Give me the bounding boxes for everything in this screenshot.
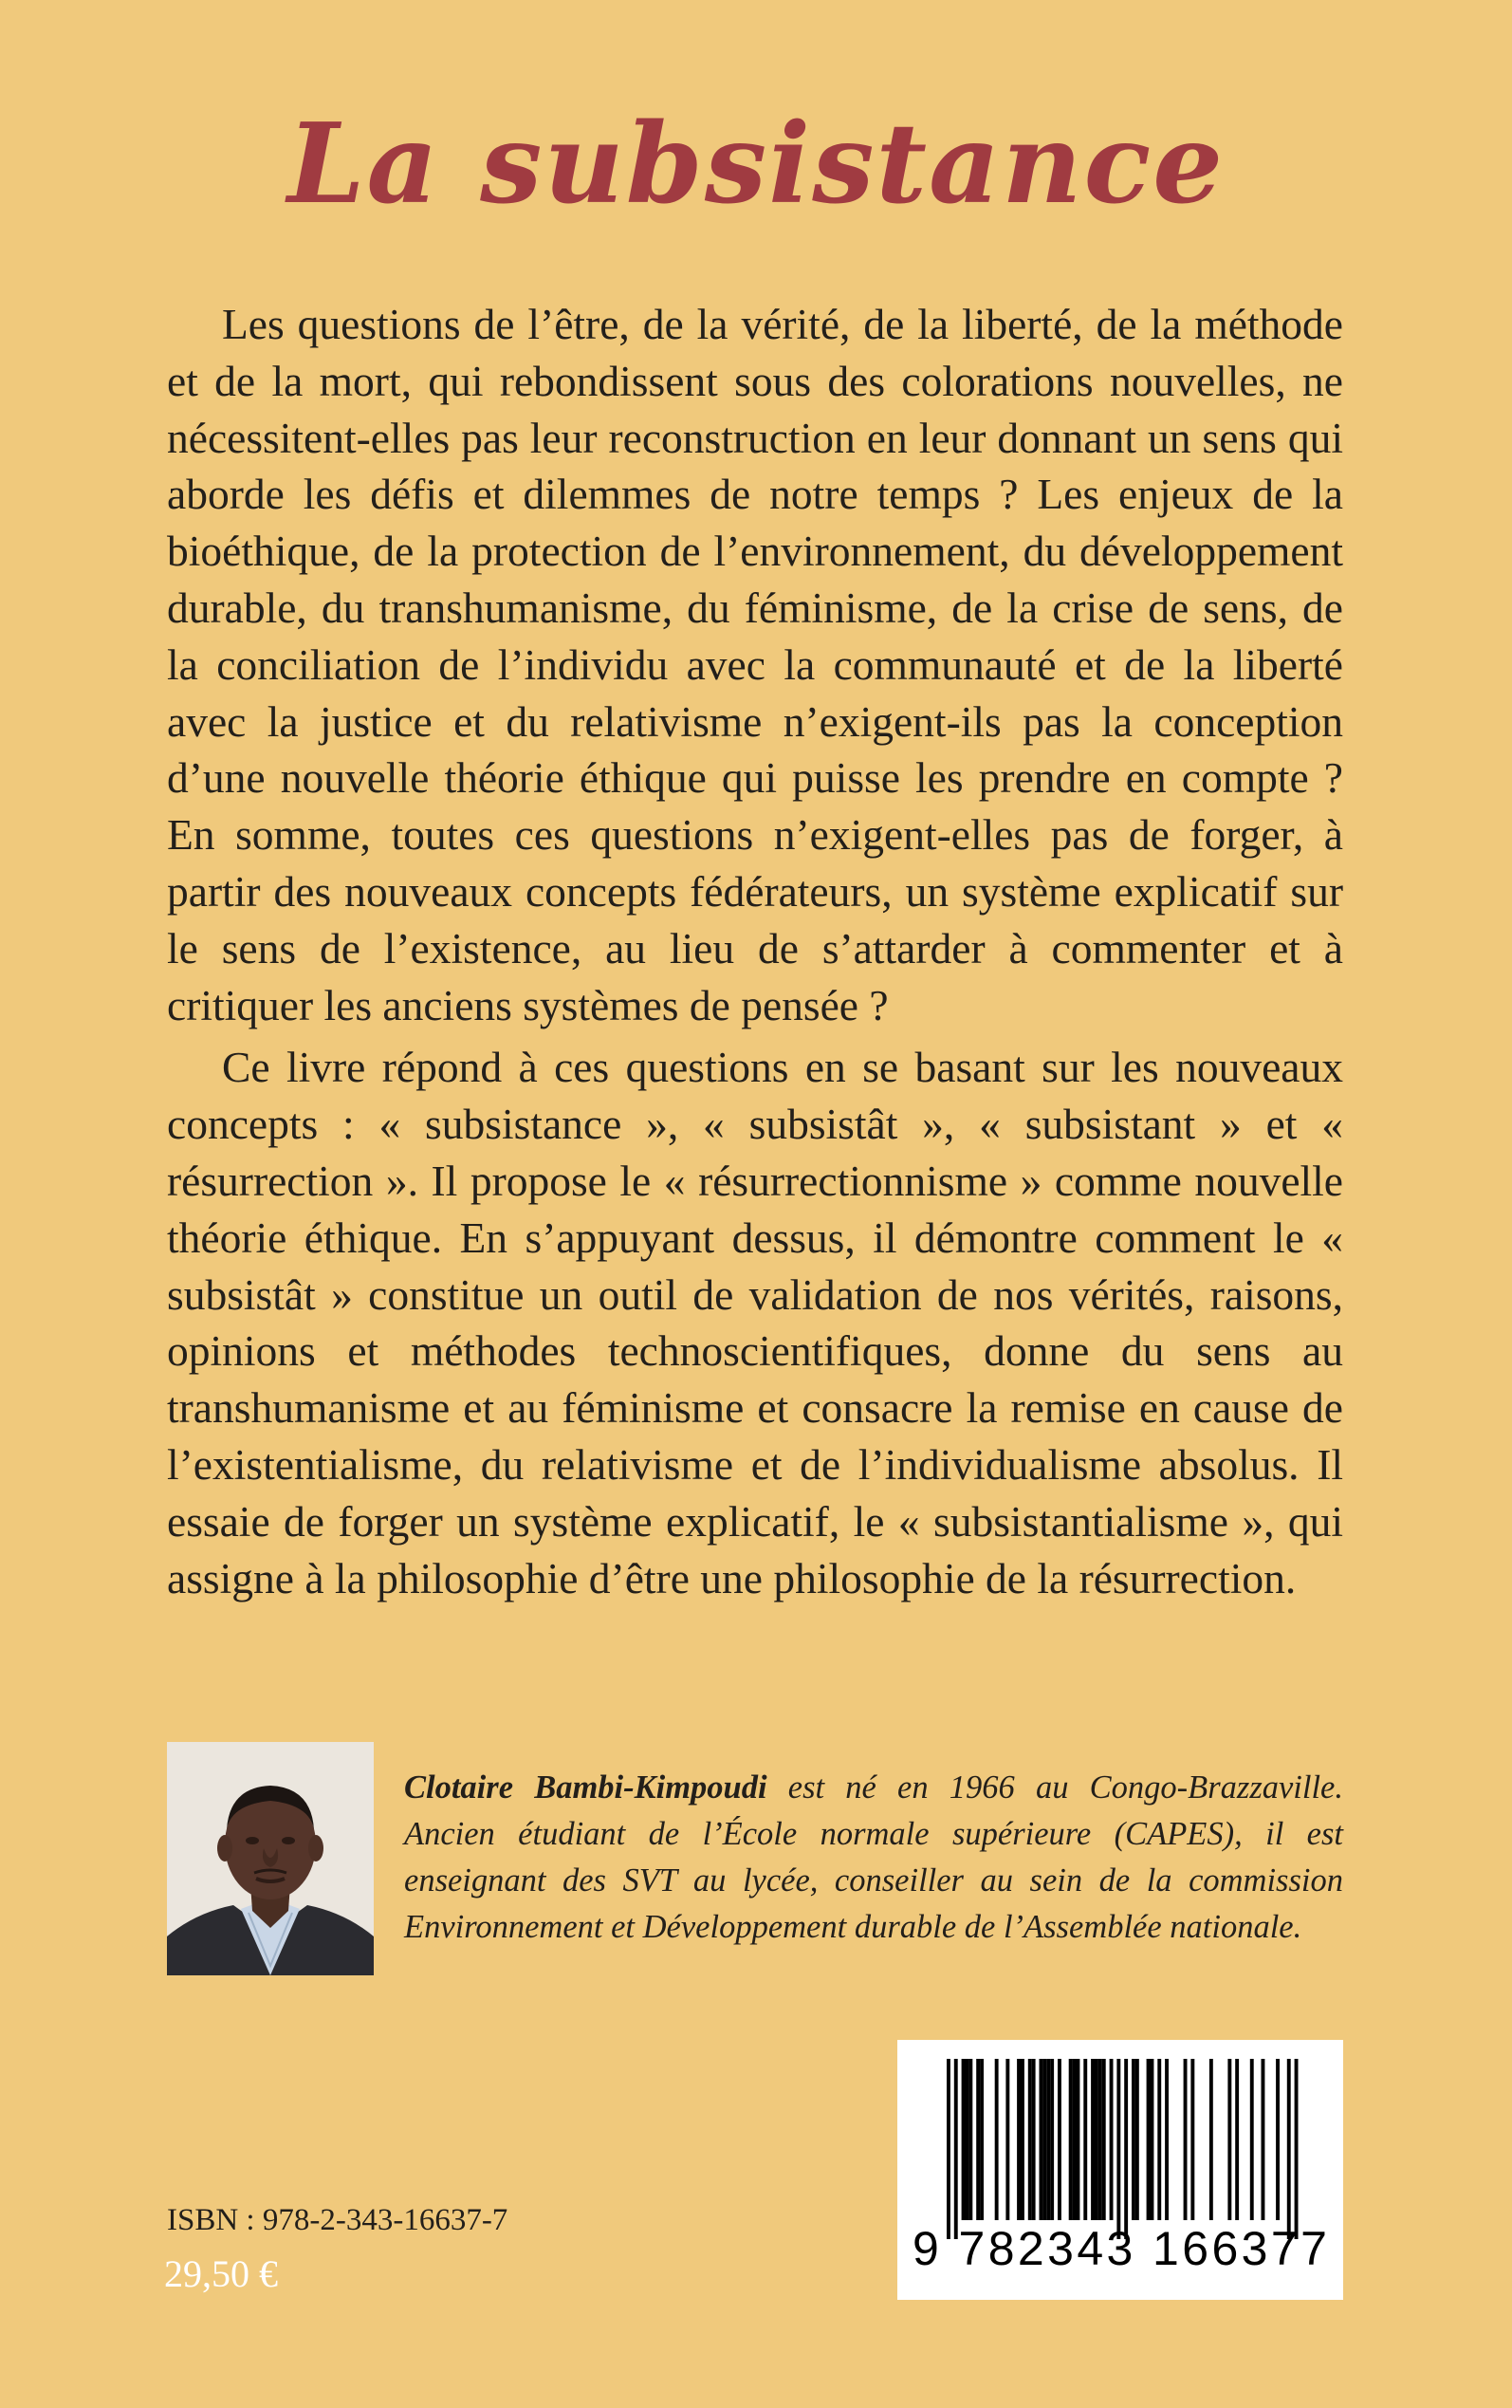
barcode-bar xyxy=(1091,2059,1095,2220)
barcode-bar xyxy=(1050,2059,1054,2220)
barcode-bar xyxy=(995,2059,999,2220)
barcode-bar xyxy=(1032,2059,1036,2220)
barcode-bar xyxy=(1095,2059,1098,2220)
barcode-bar xyxy=(1110,2059,1114,2220)
price: 29,50 € xyxy=(164,2252,278,2295)
barcode-bar xyxy=(1102,2059,1106,2220)
barcode xyxy=(897,2040,1343,2300)
barcode-bar xyxy=(1184,2059,1188,2220)
barcode-bar xyxy=(1209,2059,1213,2220)
barcode-bar xyxy=(1046,2059,1050,2220)
barcode-bar xyxy=(1098,2059,1102,2220)
book-title: La subsistance xyxy=(286,100,1226,229)
summary-paragraph-2: Ce livre répond à ces questions en se basant sur les nouveaux concepts : « subsistance », « subsistât », « subsistant » et « résurrection ». Il propose le « résurrectionnisme » comme nouvelle théorie éthique. En s’appuyant dessus, il démontre comment le « subsistât » constitue un outil de validation de nos vérités, raisons, opinions et méthodes technoscientifiques, donne du sens au transhumanisme et au féminisme et consacre la remise en cause de l’existentialisme, du relativisme et de l’individualisme absolus. Il essaie de forger un système explicatif, le « subsistantialisme », qui assigne à la philosophie d’être une philosophie de la résurrection. xyxy=(167,1043,1343,1602)
barcode-bar xyxy=(1151,2059,1154,2220)
barcode-digits: 9 782343 166377 xyxy=(913,2222,1331,2275)
author-photo xyxy=(167,1742,374,1975)
barcode-bar xyxy=(954,2059,958,2239)
barcode-bar xyxy=(1083,2059,1087,2220)
barcode-bar xyxy=(1235,2059,1239,2220)
barcode-bar xyxy=(1069,2059,1073,2220)
barcode-bar xyxy=(1073,2059,1077,2220)
barcode-bar xyxy=(1190,2059,1194,2220)
barcode-bar xyxy=(1040,2059,1043,2220)
barcode-bar xyxy=(1287,2059,1291,2239)
barcode-bar xyxy=(968,2059,972,2220)
barcode-bar xyxy=(1165,2059,1169,2220)
barcode-bar xyxy=(966,2059,969,2220)
barcode-bar xyxy=(947,2059,950,2239)
barcode-bar xyxy=(1262,2059,1265,2220)
barcode-bar xyxy=(1005,2059,1009,2220)
barcode-bar xyxy=(1295,2059,1299,2239)
barcode-bar xyxy=(980,2059,984,2220)
barcode-bar xyxy=(1124,2059,1128,2239)
barcode-bar xyxy=(1250,2059,1254,2220)
barcode-bar xyxy=(1028,2059,1032,2220)
summary-paragraph-1: Les questions de l’être, de la vérité, de la liberté, de la méthode et de la mort, qui rebondissent sous des colorations nouvelles, ne nécessitent-elles pas leur reconstruction en leur donnant un sens qui aborde les défis et dilemmes de notre temps ? Les enjeux de la bioéthique, de la protection de l’environnement, du développement durable, du transhumanisme, du féminisme, de la crise de sens, de la conciliation de l’individu avec la communauté et de la liberté avec la justice et du relativisme n’exigent-ils pas la conception d’une nouvelle théorie éthique qui puisse les prendre en compte ? En somme, toutes ces questions n’exigent-elles pas de forger, à partir des nouveaux concepts fédérateurs, un système explicatif sur le sens de l’existence, au lieu de s’attarder à commenter et à critiquer les anciens systèmes de pensée ? xyxy=(167,300,1343,1029)
barcode-bar xyxy=(962,2059,966,2220)
barcode-bar xyxy=(1157,2059,1161,2220)
barcode-bar xyxy=(976,2059,980,2220)
barcode-bar xyxy=(1276,2059,1280,2220)
author-bio xyxy=(404,1765,1343,1951)
barcode-bar xyxy=(1058,2059,1061,2220)
barcode-bar xyxy=(1042,2059,1046,2220)
barcode-bar xyxy=(1132,2059,1135,2220)
barcode-bar xyxy=(1227,2059,1231,2220)
barcode-bar xyxy=(1147,2059,1151,2220)
barcode-bar xyxy=(1077,2059,1080,2220)
back-cover-summary xyxy=(167,296,1343,1606)
isbn: ISBN : 978-2-343-16637-7 xyxy=(167,2203,508,2237)
author-name: Clotaire Bambi-Kimpoudi xyxy=(404,1769,767,1806)
barcode-bar xyxy=(1135,2059,1139,2220)
barcode-bar xyxy=(1116,2059,1120,2239)
author-bio-text: est né en 1966 au Congo-Brazzaville. Ancien étudiant de l’École normale supérieure (CAPES), il est enseignant des SVT au lycée, conseiller au sein de la commission Environnement et Développement durable de l’Assemblée nationale. xyxy=(404,1769,1343,1945)
barcode-bar xyxy=(1021,2059,1024,2220)
barcode-bar xyxy=(1017,2059,1021,2220)
